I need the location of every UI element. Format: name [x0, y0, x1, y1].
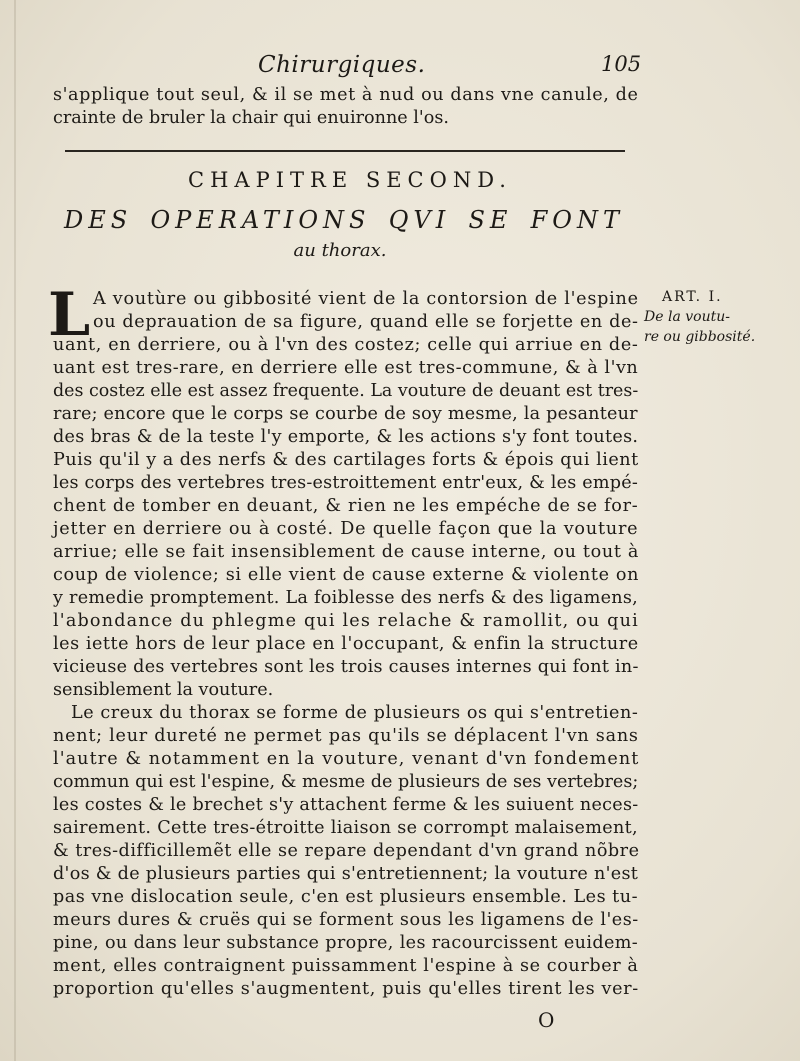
line-text: les corps des vertebres tres-estroittement entr'eux, & les empé- [53, 473, 639, 493]
line-text: rare; encore que le corps se courbe de soy mesme, la pesanteur [53, 404, 638, 424]
line-text: A voutùre ou gibbosité vient de la contorsion de l'espine [93, 289, 639, 309]
line-text: nent; leur dureté ne permet pas qu'ils se déplacent l'vn sans [53, 726, 639, 746]
text-line [53, 955, 638, 978]
text-line [53, 518, 638, 541]
line-text: meurs dures & cruës qui se forment sous les ligamens de l'es- [53, 910, 639, 930]
section-title-word: SE [468, 206, 513, 234]
text-line [53, 748, 638, 771]
section-title-word: OPERATIONS [150, 206, 371, 234]
line-text: vicieuse des vertebres sont les trois causes internes qui font in- [53, 657, 639, 677]
line-text: arriue; elle se fait insensiblement de cause interne, ou tout à [53, 542, 640, 562]
line-text: & tres-difficillemẽt elle se repare dependant d'vn grand nõbre [53, 841, 640, 861]
text-line [53, 84, 638, 107]
text-line [53, 449, 638, 472]
text-line [53, 725, 638, 748]
text-line [53, 587, 638, 610]
line-text: uant, en derriere, ou à l'vn des costez; celle qui arriue en de- [53, 335, 639, 355]
top-continuation [53, 84, 638, 130]
text-line [53, 679, 638, 702]
main-text [53, 288, 638, 1001]
text-line [53, 564, 638, 587]
text-line [53, 426, 638, 449]
page-number: 105 [601, 52, 642, 76]
line-text: s'applique tout seul, & il se met à nud ou dans vne canule, de [53, 85, 639, 105]
section-title-word: FONT [530, 206, 624, 234]
margin-note [644, 287, 774, 347]
line-text: crainte de bruler la chair qui enuironne l'os. [53, 108, 449, 128]
section-subtitle: au thorax. [293, 240, 387, 261]
line-text: commun qui est l'espine, & mesme de plusieurs de ses vertebres; [53, 772, 639, 792]
text-line [53, 978, 638, 1001]
line-text: pine, ou dans leur substance propre, les racourcissent euidem- [53, 933, 639, 953]
line-text: d'os & de plusieurs parties qui s'entretiennent; la vouture n'est [53, 864, 639, 884]
margin-line: De la voutu- [644, 309, 730, 325]
chapter-title: CHAPITRE SECOND. [188, 168, 512, 192]
running-head: Chirurgiques. [258, 52, 426, 78]
line-text: ment, elles contraignent puissamment l'espine à se courber à [53, 956, 639, 976]
line-text: les costes & le brechet s'y attachent ferme & les suiuent neces- [53, 795, 639, 815]
drop-cap: L [48, 280, 91, 350]
text-line [53, 840, 638, 863]
line-text: sensiblement la vouture. [53, 680, 274, 700]
text-line [53, 288, 638, 311]
margin-article: ART. I. [662, 289, 723, 305]
text-line [53, 932, 638, 955]
text-line [53, 886, 638, 909]
line-text: l'abondance du phlegme qui les relache & ramollit, ou qui [53, 611, 639, 631]
line-text: ou deprauation de sa figure, quand elle se forjette en de- [93, 312, 639, 332]
text-line [53, 311, 638, 334]
line-text: Le creux du thorax se forme de plusieurs os qui s'entretien- [71, 703, 639, 723]
text-line [53, 656, 638, 679]
line-text: jetter en derriere ou à costé. De quelle façon que la vouture [53, 519, 639, 539]
line-text: les iette hors de leur place en l'occupant, & enfin la structure [53, 634, 639, 654]
section-title-word: DES [64, 206, 133, 234]
text-line [53, 380, 638, 403]
text-line [53, 107, 638, 130]
section-title [64, 206, 624, 234]
signature-mark: O [538, 1008, 555, 1032]
line-text: proportion qu'elles s'augmentent, puis qu'elles tirent les ver- [53, 979, 639, 999]
text-line [53, 357, 638, 380]
line-text: y remedie promptement. La foiblesse des nerfs & des ligamens, [53, 588, 639, 608]
text-line [53, 495, 638, 518]
text-line [53, 334, 638, 357]
line-text: uant est tres-rare, en derriere elle est tres-commune, & à l'vn [53, 358, 639, 378]
text-line [53, 863, 638, 886]
line-text: coup de violence; si elle vient de cause externe & violente on [53, 565, 640, 585]
text-line [53, 794, 638, 817]
text-line [53, 817, 638, 840]
text-line [53, 541, 638, 564]
text-line [53, 403, 638, 426]
section-title-word: QVI [388, 206, 451, 234]
text-line [53, 472, 638, 495]
line-text: pas vne dislocation seule, c'en est plusieurs ensemble. Les tu- [53, 887, 639, 907]
text-line [53, 610, 638, 633]
section-rule [65, 150, 625, 152]
text-line [53, 771, 638, 794]
text-line [53, 702, 638, 725]
line-text: sairement. Cette tres-étroitte liaison se corrompt malaisement, [53, 818, 638, 838]
margin-line: re ou gibbosité. [644, 329, 756, 345]
text-line [53, 909, 638, 932]
line-text: des bras & de la teste l'y emporte, & les actions s'y font toutes. [53, 427, 639, 447]
line-text: chent de tomber en deuant, & rien ne les empéche de se for- [53, 496, 639, 516]
line-text: des costez elle est assez frequente. La vouture de deuant est tres- [53, 381, 639, 401]
text-line [53, 633, 638, 656]
line-text: Puis qu'il y a des nerfs & des cartilages forts & épois qui lient [53, 450, 639, 470]
line-text: l'autre & notamment en la vouture, venant d'vn fondement [53, 749, 640, 769]
